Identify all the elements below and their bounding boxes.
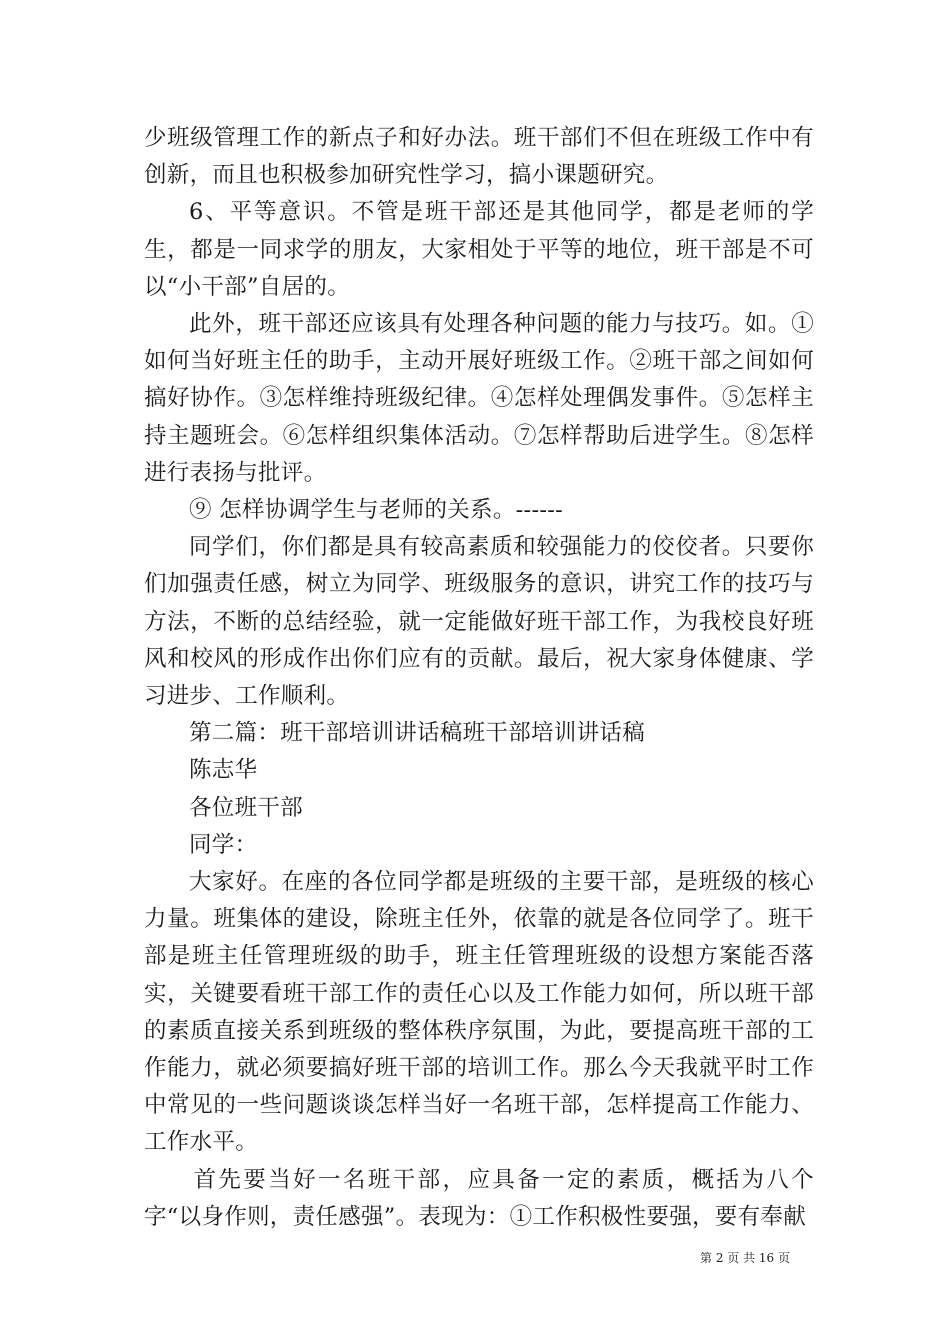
salutation: 各位班干部 bbox=[189, 794, 304, 821]
paragraph-qualities: 首先要当好一名班干部，应具备一定的素质，概括为八个字“以身作则，责任感强”。表现为：①工作积极性要强，要有奉献 bbox=[144, 1166, 814, 1230]
paragraph-equality: 6、平等意识。不管是班干部还是其他同学，都是老师的学生，都是一同求学的朋友，大家相处于平等的地位，班干部是不可以“小干部”自居的。 bbox=[144, 199, 814, 300]
section-title: 第二篇：班干部培训讲话稿班干部培训讲话稿 bbox=[189, 720, 646, 747]
paragraph-item-9: ⑨ 怎样协调学生与老师的关系。------ bbox=[189, 497, 564, 524]
paragraph-greeting: 大家好。在座的各位同学都是班级的主要干部，是班级的核心力量。班集体的建设，除班主任外，依靠的就是各位同学了。班干部是班主任管理班级的助手，班主任管理班级的设想方案能否落实，关键要看班干部工作的责任心以及工作能力如何，所以班干部的素质直接关系到班级的整体秩序氛围，为此，要提高班干部的工作能力，就必须要搞好班干部的培训工作。那么今天我就平时工作中常见的一些问题谈谈怎样当好一名班干部，怎样提高工作能力、工作水平。 bbox=[144, 869, 814, 1156]
document-body bbox=[144, 120, 814, 1236]
paragraph-conclusion: 同学们，你们都是具有较高素质和较强能力的佼佼者。只要你们加强责任感，树立为同学、班级服务的意识，讲究工作的技巧与方法，不断的总结经验，就一定能做好班干部工作，为我校良好班风和校风的形成作出你们应有的贡献。最后，祝大家身体健康、学习进步、工作顺利。 bbox=[144, 534, 814, 710]
paragraph-skills: 此外，班干部还应该具有处理各种问题的能力与技巧。如。①如何当好班主任的助手，主动开展好班级工作。②班干部之间如何搞好协作。③怎样维持班级纪律。④怎样处理偶发事件。⑤怎样主持主题班会。⑥怎样组织集体活动。⑦怎样帮助后进学生。⑧怎样进行表扬与批评。 bbox=[144, 311, 814, 486]
salutation-continued: 同学： bbox=[189, 831, 258, 858]
page-number: 第 2 页 共 16 页 bbox=[700, 1251, 790, 1265]
paragraph-continuation: 少班级管理工作的新点子和好办法。班干部们不但在班级工作中有创新，而且也积极参加研究性学习，搞小课题研究。 bbox=[144, 125, 814, 189]
author-name: 陈志华 bbox=[189, 757, 258, 784]
